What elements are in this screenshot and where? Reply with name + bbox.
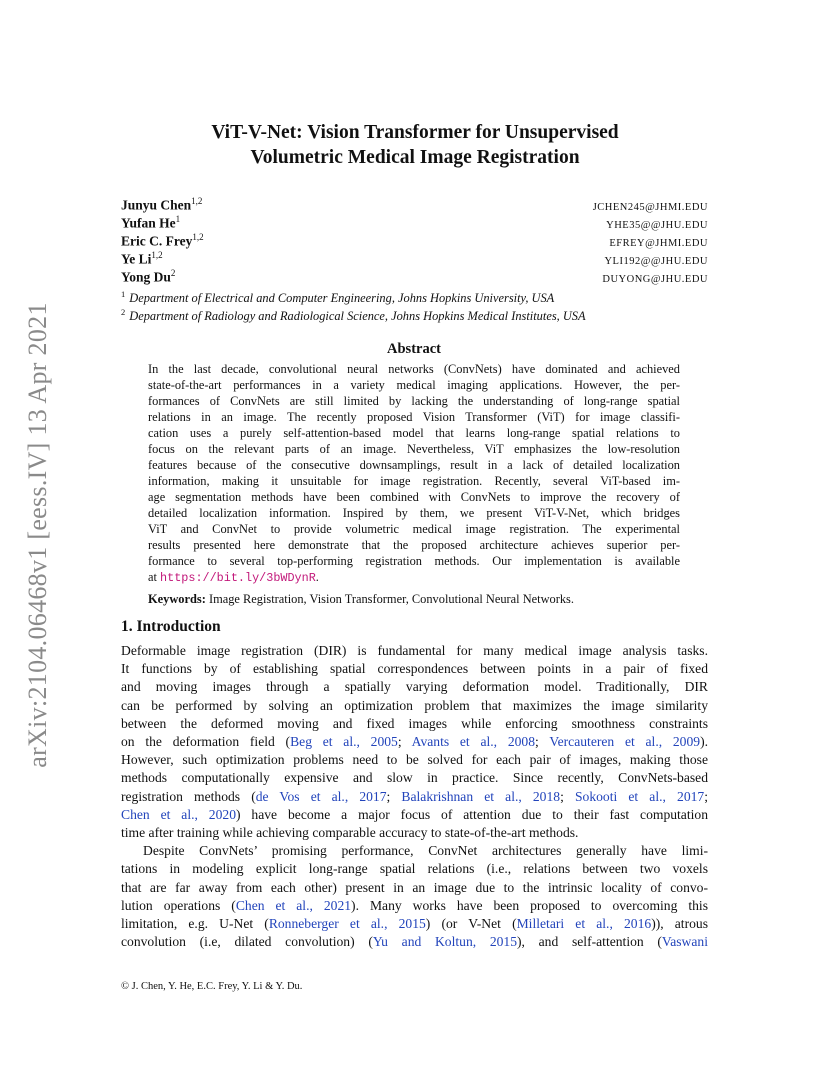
affiliation-text: Department of Electrical and Computer Engineering, Johns Hopkins University, USA — [129, 291, 555, 306]
author-affiliation-mark: 1,2 — [191, 196, 203, 206]
affiliation-row — [121, 307, 721, 325]
affiliation-number: 1 — [121, 289, 126, 299]
citation-link[interactable]: Avants et al., 2008 — [411, 734, 536, 750]
author-name: Eric C. Frey — [121, 233, 193, 249]
author-row — [121, 250, 708, 268]
body-line: can be performed by solving an optimization problem that maximizes the image similarity — [121, 697, 708, 713]
abstract-line: features because of the consecutive downsamplings, result in a lack of detailed localization — [148, 458, 680, 472]
keywords-text: Image Registration, Vision Transformer, Convolutional Neural Networks. — [208, 592, 574, 606]
citation-link[interactable]: Sokooti et al., 2017 — [574, 788, 705, 804]
abstract-line: In the last decade, convolutional neural networks (ConvNets) have dominated and achieved — [148, 362, 680, 376]
author-name: Yufan He — [121, 215, 176, 231]
abstract-line: ViT and ConvNet to provide volumetric medical image registration. The experimental — [148, 522, 680, 536]
abstract-line: formances of ConvNets are still limited by lacking the understanding of long-range spatial — [148, 394, 680, 408]
abstract-line: relations in an image. The recently proposed Vision Transformer (ViT) for image classifi- — [148, 410, 680, 424]
body-line: Deformable image registration (DIR) is fundamental for many medical image analysis tasks. — [121, 643, 708, 658]
body-line: methods computationally expensive and slow in practice. Since recently, ConvNets-based — [121, 770, 708, 786]
keywords-label: Keywords: — [148, 592, 206, 606]
citation-link[interactable]: de Vos et al., 2017 — [255, 788, 387, 804]
abstract-heading: Abstract — [387, 341, 441, 357]
author-row — [121, 232, 708, 250]
author-name: Ye Li — [121, 251, 152, 267]
author-email: DUYONG@JHU.EDU — [602, 273, 708, 285]
abstract-body — [148, 361, 680, 586]
author-row — [121, 268, 708, 286]
body-line: time after training while achieving comparable accuracy to state-of-the-art methods. — [121, 825, 579, 841]
affiliation-text: Department of Radiology and Radiological Science, Johns Hopkins Medical Institutes, USA — [129, 309, 586, 324]
body-line: Chen et al., 2020) have become a major focus of attention due to their fast computation — [121, 806, 708, 822]
body-line: registration methods (de Vos et al., 2017; Balakrishnan et al., 2018; Sokooti et al., 2017; — [121, 788, 708, 804]
author-affiliation-mark: 1,2 — [151, 250, 163, 260]
body-line: It functions by of establishing spatial correspondences between points in a pair of fixed — [121, 661, 708, 677]
abstract-line: age segmentation methods have been combined with ConvNets to improve the recovery of — [148, 490, 680, 504]
body-line: convolution (i.e, dilated convolution) (Yu and Koltun, 2015), and self-attention (Vaswani — [121, 934, 708, 950]
section-heading-introduction: 1. Introduction — [121, 618, 221, 635]
abstract-line: state-of-the-art performances in a variety medical imaging applications. However, the per- — [148, 378, 680, 392]
introduction-body — [121, 642, 708, 951]
abstract-line: cation uses a purely self-attention-based model that learns long-range spatial relations to — [148, 426, 680, 440]
author-email: JCHEN245@JHMI.EDU — [592, 201, 708, 213]
arxiv-identifier: arXiv:2104.06468v1 [eess.IV] 13 Apr 2021 — [23, 302, 52, 768]
author-affiliation-mark: 1 — [175, 214, 181, 224]
body-line: that are far away from each other) present in an image due to the intrinsic locality of convo- — [121, 879, 708, 895]
abstract-line: information, making it unsuitable for image registration. Recently, several ViT-based im- — [148, 474, 680, 488]
body-line: However, such optimization problems need to be solved for each pair of images, making those — [121, 752, 708, 768]
author-name: Junyu Chen — [121, 197, 192, 213]
body-line: and moving images through a spatially varying deformation model. Traditionally, DIR — [121, 679, 708, 695]
abstract-line: detailed localization information. Inspired by them, we present ViT-V-Net, which bridges — [148, 506, 680, 520]
arxiv-stamp — [6, 290, 70, 780]
author-affiliation-mark: 1,2 — [192, 232, 204, 242]
citation-link[interactable]: Beg et al., 2005 — [290, 734, 398, 750]
author-name: Yong Du — [121, 269, 171, 285]
citation-link[interactable]: Vaswani — [661, 934, 708, 950]
citation-link[interactable]: Chen et al., 2021 — [235, 897, 352, 913]
title-line-2: Volumetric Medical Image Registration — [250, 147, 580, 168]
affiliation-number: 2 — [121, 307, 126, 317]
body-line: between the deformed moving and fixed images while enforcing smoothness constraints — [121, 715, 708, 731]
author-affiliation-mark: 2 — [170, 268, 176, 278]
abstract-last-line: at https://bit.ly/3bWDynR. — [148, 570, 319, 585]
citation-link[interactable]: Ronneberger et al., 2015 — [268, 916, 426, 932]
paper-title — [120, 120, 710, 170]
affiliation-row — [121, 289, 721, 307]
keywords — [148, 592, 688, 607]
author-email: EFREY@JHMI.EDU — [609, 237, 708, 249]
author-list — [121, 196, 708, 286]
citation-link[interactable]: Chen et al., 2020 — [121, 806, 236, 822]
abstract-line: results presented here demonstrate that the proposed architecture achieves superior per- — [148, 538, 680, 552]
title-line-1: ViT-V-Net: Vision Transformer for Unsupervised — [211, 122, 619, 143]
abstract-line: focus on the relevant parts of an image. Nevertheless, ViT emphasizes the low-resolution — [148, 442, 680, 456]
author-email: YLI192@@JHU.EDU — [604, 255, 708, 267]
author-row — [121, 214, 708, 232]
abstract-line: formance to several top-performing registration methods. Our implementation is available — [148, 554, 680, 568]
body-line: lution operations (Chen et al., 2021). Many works have been proposed to overcoming this — [121, 897, 708, 913]
code-repository-link[interactable]: https://bit.ly/3bWDynR — [160, 571, 316, 585]
citation-link[interactable]: Balakrishnan et al., 2018 — [401, 788, 561, 804]
affiliation-list — [121, 289, 721, 325]
body-line: tations in modeling explicit long-range spatial relations (i.e., relations between two voxels — [121, 861, 708, 877]
body-line: limitation, e.g. U-Net (Ronneberger et al., 2015) (or V-Net (Milletari et al., 2016)), atrous — [121, 916, 708, 932]
copyright-footer: © J. Chen, Y. He, E.C. Frey, Y. Li & Y. Du. — [121, 981, 303, 992]
body-line: Despite ConvNets’ promising performance, ConvNet architectures generally have limi- — [143, 843, 708, 859]
citation-link[interactable]: Vercauteren et al., 2009 — [549, 734, 701, 750]
author-email: YHE35@@JHU.EDU — [606, 219, 708, 231]
author-row — [121, 196, 708, 214]
citation-link[interactable]: Yu and Koltun, 2015 — [372, 934, 518, 950]
citation-link[interactable]: Milletari et al., 2016 — [516, 916, 652, 932]
body-line: on the deformation field (Beg et al., 2005; Avants et al., 2008; Vercauteren et al., 2009). — [121, 734, 709, 750]
